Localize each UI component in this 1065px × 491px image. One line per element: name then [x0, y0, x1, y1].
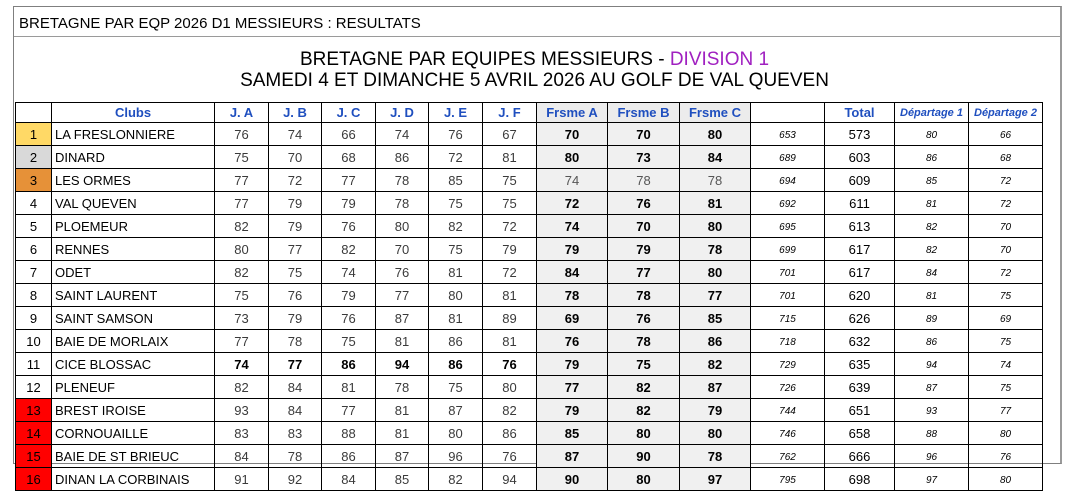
score-ja: 82 [215, 261, 269, 284]
total: 651 [825, 399, 895, 422]
score-frsme-c: 86 [680, 330, 751, 353]
table-row [16, 422, 1043, 445]
table-row [16, 192, 1043, 215]
score-frsme-b: 90 [608, 445, 680, 468]
score-jd: 81 [376, 399, 429, 422]
rank-cell: 1 [16, 123, 52, 146]
total: 611 [825, 192, 895, 215]
score-frsme-a: 76 [537, 330, 608, 353]
header-jf: J. F [483, 103, 537, 123]
header-frsme-b: Frsme B [608, 103, 680, 123]
score-jb: 78 [269, 330, 322, 353]
subtotal: 729 [751, 353, 825, 376]
departage-2: 80 [969, 422, 1043, 445]
score-frsme-c: 87 [680, 376, 751, 399]
score-frsme-a: 79 [537, 353, 608, 376]
subtotal: 689 [751, 146, 825, 169]
table-row [16, 284, 1043, 307]
club-name: DINAN LA CORBINAIS [52, 468, 215, 491]
score-je: 75 [429, 376, 483, 399]
score-jb: 70 [269, 146, 322, 169]
score-jf: 75 [483, 169, 537, 192]
rank-cell: 10 [16, 330, 52, 353]
score-jb: 75 [269, 261, 322, 284]
score-frsme-a: 85 [537, 422, 608, 445]
score-jd: 86 [376, 146, 429, 169]
table-row [16, 307, 1043, 330]
departage-1: 97 [895, 468, 969, 491]
score-jd: 78 [376, 169, 429, 192]
score-jd: 85 [376, 468, 429, 491]
departage-2: 75 [969, 376, 1043, 399]
score-frsme-b: 78 [608, 169, 680, 192]
score-frsme-b: 73 [608, 146, 680, 169]
score-frsme-a: 78 [537, 284, 608, 307]
rank-cell: 15 [16, 445, 52, 468]
departage-1: 82 [895, 238, 969, 261]
score-je: 81 [429, 307, 483, 330]
header-blank [751, 103, 825, 123]
score-frsme-b: 76 [608, 192, 680, 215]
score-frsme-a: 72 [537, 192, 608, 215]
departage-2: 75 [969, 284, 1043, 307]
score-frsme-c: 80 [680, 123, 751, 146]
score-jf: 94 [483, 468, 537, 491]
departage-1: 86 [895, 330, 969, 353]
table-row [16, 399, 1043, 422]
total: 658 [825, 422, 895, 445]
rank-cell: 11 [16, 353, 52, 376]
score-frsme-c: 97 [680, 468, 751, 491]
score-frsme-c: 79 [680, 399, 751, 422]
club-name: BAIE DE MORLAIX [52, 330, 215, 353]
subtotal: 701 [751, 284, 825, 307]
table-row [16, 376, 1043, 399]
score-frsme-c: 77 [680, 284, 751, 307]
club-name: SAINT LAURENT [52, 284, 215, 307]
score-jb: 74 [269, 123, 322, 146]
rank-cell: 3 [16, 169, 52, 192]
score-jb: 77 [269, 238, 322, 261]
subtotal: 699 [751, 238, 825, 261]
departage-2: 69 [969, 307, 1043, 330]
score-je: 85 [429, 169, 483, 192]
score-frsme-a: 70 [537, 123, 608, 146]
total: 698 [825, 468, 895, 491]
score-ja: 91 [215, 468, 269, 491]
score-frsme-a: 79 [537, 399, 608, 422]
club-name: SAINT SAMSON [52, 307, 215, 330]
departage-2: 66 [969, 123, 1043, 146]
rank-cell: 14 [16, 422, 52, 445]
table-row [16, 261, 1043, 284]
score-jc: 76 [322, 307, 376, 330]
club-name: LA FRESLONNIERE [52, 123, 215, 146]
score-jf: 75 [483, 192, 537, 215]
score-frsme-a: 69 [537, 307, 608, 330]
score-jf: 80 [483, 376, 537, 399]
score-je: 72 [429, 146, 483, 169]
score-ja: 75 [215, 146, 269, 169]
score-frsme-a: 87 [537, 445, 608, 468]
table-row [16, 146, 1043, 169]
score-jf: 76 [483, 353, 537, 376]
total: 635 [825, 353, 895, 376]
score-jd: 81 [376, 330, 429, 353]
score-jb: 79 [269, 192, 322, 215]
departage-2: 68 [969, 146, 1043, 169]
score-jc: 76 [322, 215, 376, 238]
club-name: BAIE DE ST BRIEUC [52, 445, 215, 468]
score-je: 86 [429, 353, 483, 376]
departage-1: 94 [895, 353, 969, 376]
score-je: 80 [429, 284, 483, 307]
subtotal: 726 [751, 376, 825, 399]
score-frsme-c: 78 [680, 238, 751, 261]
rank-cell: 9 [16, 307, 52, 330]
header-departage-2: Départage 2 [969, 103, 1043, 123]
score-ja: 82 [215, 215, 269, 238]
score-jc: 84 [322, 468, 376, 491]
club-name: VAL QUEVEN [52, 192, 215, 215]
score-jc: 86 [322, 445, 376, 468]
score-jd: 77 [376, 284, 429, 307]
departage-1: 80 [895, 123, 969, 146]
rank-cell: 2 [16, 146, 52, 169]
score-je: 96 [429, 445, 483, 468]
score-jb: 84 [269, 376, 322, 399]
score-jb: 92 [269, 468, 322, 491]
score-jf: 81 [483, 284, 537, 307]
score-jd: 74 [376, 123, 429, 146]
score-jf: 89 [483, 307, 537, 330]
club-name: LES ORMES [52, 169, 215, 192]
header-rank [16, 103, 52, 123]
score-ja: 74 [215, 353, 269, 376]
score-frsme-c: 80 [680, 261, 751, 284]
score-jf: 81 [483, 146, 537, 169]
header-jc: J. C [322, 103, 376, 123]
score-jb: 72 [269, 169, 322, 192]
score-je: 81 [429, 261, 483, 284]
table-row [16, 238, 1043, 261]
score-frsme-b: 77 [608, 261, 680, 284]
score-frsme-c: 82 [680, 353, 751, 376]
score-ja: 73 [215, 307, 269, 330]
score-ja: 93 [215, 399, 269, 422]
score-jb: 78 [269, 445, 322, 468]
score-je: 82 [429, 215, 483, 238]
club-name: CORNOUAILLE [52, 422, 215, 445]
club-name: BREST IROISE [52, 399, 215, 422]
rank-cell: 16 [16, 468, 52, 491]
departage-1: 86 [895, 146, 969, 169]
score-frsme-a: 74 [537, 169, 608, 192]
score-jf: 72 [483, 261, 537, 284]
score-frsme-c: 81 [680, 192, 751, 215]
departage-2: 72 [969, 169, 1043, 192]
score-jd: 87 [376, 445, 429, 468]
score-frsme-a: 74 [537, 215, 608, 238]
table-row [16, 169, 1043, 192]
score-jf: 82 [483, 399, 537, 422]
score-jd: 81 [376, 422, 429, 445]
score-jf: 81 [483, 330, 537, 353]
subtotal: 718 [751, 330, 825, 353]
score-jc: 75 [322, 330, 376, 353]
score-jc: 77 [322, 399, 376, 422]
score-ja: 77 [215, 330, 269, 353]
header-row [16, 103, 1043, 123]
score-jd: 80 [376, 215, 429, 238]
total: 609 [825, 169, 895, 192]
table-row [16, 468, 1043, 491]
score-je: 76 [429, 123, 483, 146]
competition-heading [0, 49, 1065, 71]
score-jd: 70 [376, 238, 429, 261]
total: 603 [825, 146, 895, 169]
score-jc: 68 [322, 146, 376, 169]
subtotal: 762 [751, 445, 825, 468]
subtotal: 795 [751, 468, 825, 491]
departage-1: 93 [895, 399, 969, 422]
subtotal: 694 [751, 169, 825, 192]
score-ja: 80 [215, 238, 269, 261]
document-title: BRETAGNE PAR EQP 2026 D1 MESSIEURS : RESULTATS [19, 15, 421, 32]
subtotal: 695 [751, 215, 825, 238]
score-frsme-a: 79 [537, 238, 608, 261]
rank-cell: 12 [16, 376, 52, 399]
total: 613 [825, 215, 895, 238]
score-je: 82 [429, 468, 483, 491]
score-frsme-b: 82 [608, 376, 680, 399]
score-frsme-b: 79 [608, 238, 680, 261]
header-ja: J. A [215, 103, 269, 123]
table-row [16, 445, 1043, 468]
club-name: PLENEUF [52, 376, 215, 399]
score-frsme-c: 80 [680, 215, 751, 238]
subtotal: 746 [751, 422, 825, 445]
score-frsme-b: 76 [608, 307, 680, 330]
score-ja: 77 [215, 169, 269, 192]
event-date-venue: SAMEDI 4 ET DIMANCHE 5 AVRIL 2026 AU GOLF DE VAL QUEVEN [240, 70, 829, 91]
score-jc: 82 [322, 238, 376, 261]
score-ja: 75 [215, 284, 269, 307]
score-frsme-b: 78 [608, 330, 680, 353]
departage-2: 72 [969, 261, 1043, 284]
score-ja: 84 [215, 445, 269, 468]
score-jb: 79 [269, 215, 322, 238]
score-frsme-b: 80 [608, 468, 680, 491]
table-row [16, 215, 1043, 238]
total: 617 [825, 238, 895, 261]
score-jf: 67 [483, 123, 537, 146]
club-name: RENNES [52, 238, 215, 261]
score-frsme-b: 70 [608, 215, 680, 238]
departage-2: 77 [969, 399, 1043, 422]
subtotal: 692 [751, 192, 825, 215]
rank-cell: 4 [16, 192, 52, 215]
score-jc: 77 [322, 169, 376, 192]
score-ja: 83 [215, 422, 269, 445]
score-je: 86 [429, 330, 483, 353]
score-je: 75 [429, 192, 483, 215]
score-frsme-b: 78 [608, 284, 680, 307]
header-departage-1: Départage 1 [895, 103, 969, 123]
total: 639 [825, 376, 895, 399]
departage-2: 74 [969, 353, 1043, 376]
score-frsme-c: 78 [680, 445, 751, 468]
score-jd: 78 [376, 376, 429, 399]
header-total: Total [825, 103, 895, 123]
score-frsme-c: 78 [680, 169, 751, 192]
subtotal: 653 [751, 123, 825, 146]
departage-1: 89 [895, 307, 969, 330]
table-row [16, 353, 1043, 376]
score-frsme-c: 85 [680, 307, 751, 330]
departage-1: 82 [895, 215, 969, 238]
score-frsme-a: 84 [537, 261, 608, 284]
score-jf: 86 [483, 422, 537, 445]
competition-name: BRETAGNE PAR EQUIPES MESSIEURS - [299, 49, 670, 70]
title-separator [14, 36, 1061, 37]
division-label: DIVISION 1 [669, 49, 770, 70]
score-jc: 86 [322, 353, 376, 376]
score-frsme-b: 70 [608, 123, 680, 146]
score-jc: 74 [322, 261, 376, 284]
club-name: PLOEMEUR [52, 215, 215, 238]
score-jc: 88 [322, 422, 376, 445]
score-ja: 76 [215, 123, 269, 146]
score-jb: 77 [269, 353, 322, 376]
score-je: 75 [429, 238, 483, 261]
club-name: DINARD [52, 146, 215, 169]
score-je: 80 [429, 422, 483, 445]
score-frsme-b: 80 [608, 422, 680, 445]
score-ja: 82 [215, 376, 269, 399]
total: 617 [825, 261, 895, 284]
departage-2: 76 [969, 445, 1043, 468]
departage-2: 72 [969, 192, 1043, 215]
score-frsme-b: 82 [608, 399, 680, 422]
score-jd: 94 [376, 353, 429, 376]
score-je: 87 [429, 399, 483, 422]
total: 620 [825, 284, 895, 307]
score-jf: 76 [483, 445, 537, 468]
subtotal: 744 [751, 399, 825, 422]
rank-cell: 13 [16, 399, 52, 422]
departage-2: 70 [969, 215, 1043, 238]
score-jd: 76 [376, 261, 429, 284]
departage-1: 84 [895, 261, 969, 284]
score-jc: 81 [322, 376, 376, 399]
score-jc: 79 [322, 192, 376, 215]
score-jd: 87 [376, 307, 429, 330]
score-frsme-a: 90 [537, 468, 608, 491]
score-frsme-a: 77 [537, 376, 608, 399]
rank-cell: 7 [16, 261, 52, 284]
score-frsme-a: 80 [537, 146, 608, 169]
departage-1: 87 [895, 376, 969, 399]
subtotal: 715 [751, 307, 825, 330]
score-jc: 66 [322, 123, 376, 146]
score-jb: 84 [269, 399, 322, 422]
table-row [16, 123, 1043, 146]
total: 632 [825, 330, 895, 353]
rank-cell: 6 [16, 238, 52, 261]
departage-2: 80 [969, 468, 1043, 491]
score-frsme-c: 80 [680, 422, 751, 445]
score-jf: 72 [483, 215, 537, 238]
departage-1: 96 [895, 445, 969, 468]
departage-1: 88 [895, 422, 969, 445]
club-name: CICE BLOSSAC [52, 353, 215, 376]
club-name: ODET [52, 261, 215, 284]
header-jb: J. B [269, 103, 322, 123]
total: 573 [825, 123, 895, 146]
departage-1: 81 [895, 284, 969, 307]
table-row [16, 330, 1043, 353]
departage-1: 81 [895, 192, 969, 215]
header-frsme-a: Frsme A [537, 103, 608, 123]
header-je: J. E [429, 103, 483, 123]
score-jf: 79 [483, 238, 537, 261]
total: 626 [825, 307, 895, 330]
score-frsme-b: 75 [608, 353, 680, 376]
score-jb: 79 [269, 307, 322, 330]
score-jd: 78 [376, 192, 429, 215]
departage-2: 75 [969, 330, 1043, 353]
header-frsme-c: Frsme C [680, 103, 751, 123]
departage-2: 70 [969, 238, 1043, 261]
rank-cell: 8 [16, 284, 52, 307]
score-jb: 76 [269, 284, 322, 307]
departage-1: 85 [895, 169, 969, 192]
results-table [15, 102, 1043, 491]
subtotal: 701 [751, 261, 825, 284]
score-frsme-c: 84 [680, 146, 751, 169]
score-jb: 83 [269, 422, 322, 445]
rank-cell: 5 [16, 215, 52, 238]
score-jc: 79 [322, 284, 376, 307]
header-jd: J. D [376, 103, 429, 123]
header-clubs: Clubs [52, 103, 215, 123]
total: 666 [825, 445, 895, 468]
score-ja: 77 [215, 192, 269, 215]
